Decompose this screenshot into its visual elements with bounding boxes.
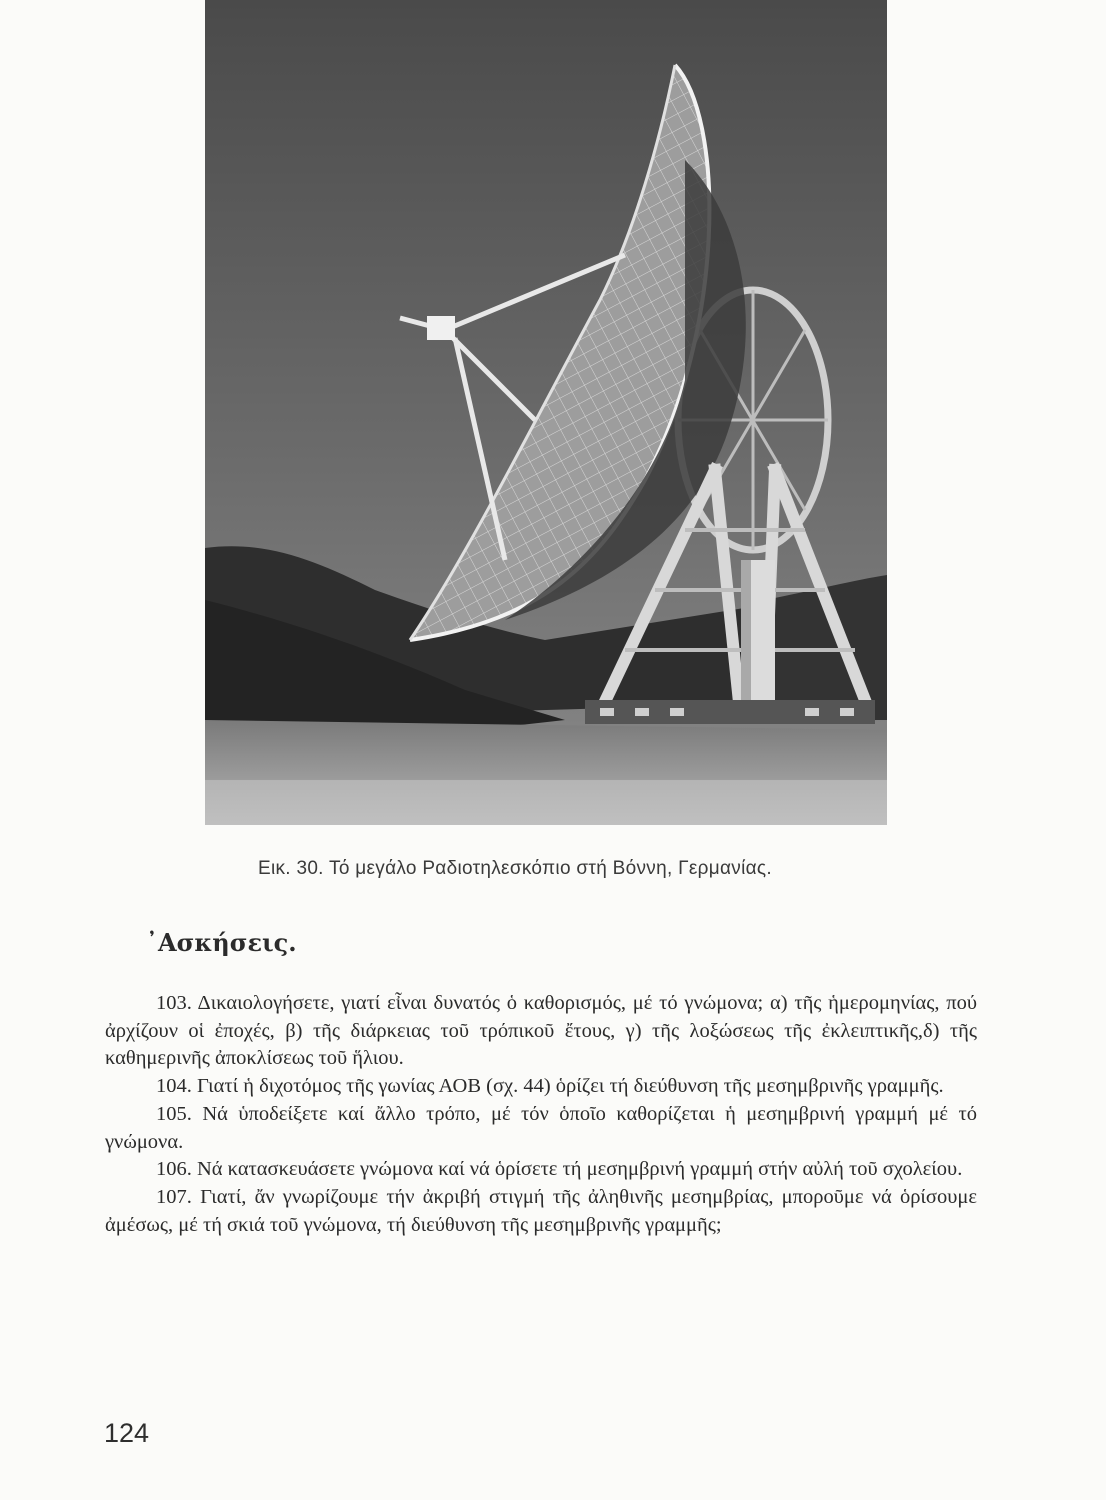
exercise-107: 107. Γιατί, ἄν γνωρίζουμε τήν ἀκριβή στιγμή τῆς ἀληθινῆς μεσημβρίας, μπορoῦμε νά ὁρίσουμε ἀμέσως, μέ τή σκιά τοῦ γνώμονα, τή διεύθυνση τῆς μεσημβρινῆς γραμμῆς; bbox=[105, 1185, 977, 1236]
radio-telescope-photo bbox=[205, 0, 887, 825]
exercise-106: 106. Νά κατασκευάσετε γνώμονα καί νά ὁρίσετε τή μεσημβρινή γραμμή στήν αὐλή τοῦ σχολείου. bbox=[156, 1158, 963, 1181]
exercise-list bbox=[105, 990, 977, 1239]
exercise-103: 103. Δικαιολογήσετε, γιατί εἶναι δυνατός ὁ καθορισμός, μέ τό γνώμονα; α) τῆς ἡμερομηνίας, πού ἀρχίζουν οἱ ἐποχές, β) τῆς διάρκειας τοῦ τρόπικοῦ ἔτους, γ) τῆς λοξώσεως τῆς ἐκλειπτικῆς,δ) τῆς καθημερινῆς ἀποκλίσεως τοῦ ἥλιου. bbox=[105, 992, 977, 1070]
section-heading: ᾿Ασκήσεις. bbox=[146, 928, 297, 957]
figure-caption: Εικ. 30. Τό μεγάλο Ραδιοτηλεσκόπιο στή Βόννη, Γερμανίας. bbox=[258, 858, 772, 879]
page-number: 124 bbox=[104, 1418, 150, 1448]
exercise-105: 105. Νά ὑποδείξετε καί ἄλλο τρόπο, μέ τόν ὁποῖο καθορίζεται ἡ μεσημβρινή γραμμή μέ τό γνώμονα. bbox=[105, 1102, 977, 1153]
exercise-104: 104. Γιατί ἡ διχοτόμος τῆς γωνίας ΑΟΒ (σχ. 44) ὁρίζει τή διεύθυνση τῆς μεσημβρινῆς γραμμῆς. bbox=[156, 1075, 944, 1098]
